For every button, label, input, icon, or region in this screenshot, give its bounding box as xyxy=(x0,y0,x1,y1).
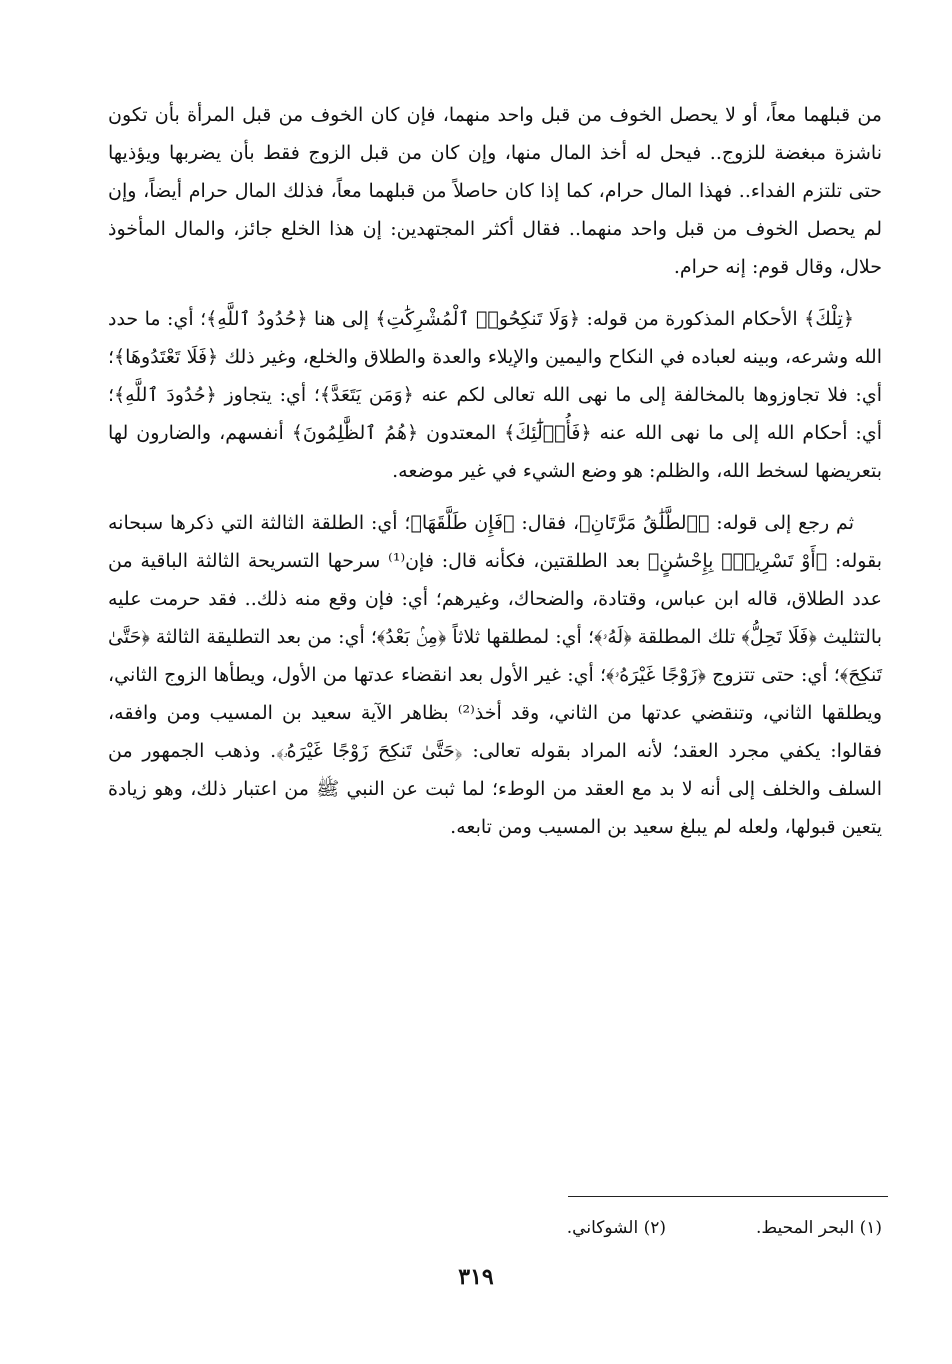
footnote-divider xyxy=(568,1196,888,1197)
paragraph-khul: من قبلهما معاً، أو لا يحصل الخوف من قبل واحد منهما، فإن كان الخوف من قبل المرأة بأن تكون ناشزة مبغضة للزوج.. فيحل له أخذ المال منها، وإن كان من قبل الزوج فقط بأن يضربها ويؤذيها حتى تلتزم الفداء.. فهذا المال حرام، كما إذا كان حاصلاً من قبلهما معاً، فذلك المال حرام أيضاً، وإن لم يحصل الخوف من قبل واحد منهما.. فقال أكثر المجتهدين: إن هذا الخلع جائز، والمال المأخوذ حلال، وقال قوم: إنه حرام. xyxy=(108,104,882,278)
paragraph-talaq: ثم رجع إلى قوله: ﴿ٱلطَّلَٰقُ مَرَّتَانِ﴾، فقال: ﴿فَإِن طَلَّقَهَا﴾؛ أي: الطلقة الثالثة التي ذكرها سبحانه بقوله: ﴿أَوْ تَسْرِيحٌۢ بِإِحْسَٰنٍ﴾ بعد الطلقتين، فكأنه قال: فإن⁽¹⁾ سرحها التسريحة الثالثة الباقية من عدد الطلاق، قاله ابن عباس، وقتادة، والضحاك، وغيرهم؛ أي: فإن وقع منه ذلك.. فقد حرمت عليه بالتثليث ﴿فَلَا تَحِلُّ﴾ تلك المطلقة ﴿لَهُۥ﴾؛ أي: لمطلقها ثلاثاً ﴿مِنۢ بَعْدُ﴾؛ أي: من بعد التطليقة الثالثة ﴿حَتَّىٰ تَنكِحَ﴾؛ أي: حتى تتزوج ﴿زَوْجًا غَيْرَهُۥ﴾؛ أي: غير الأول بعد انقضاء عدتها من الأول، ويطأها الزوج الثاني، ويطلقها الثاني، وتنقضي عدتها من الثاني، وقد أخذ⁽²⁾ بظاهر الآية سعيد بن المسيب ومن وافقه، فقالوا: يكفي مجرد العقد؛ لأنه المراد بقوله تعالى: ﴿حَتَّىٰ تَنكِحَ زَوْجًا غَيْرَهُۥ﴾. وذهب الجمهور من السلف والخلف إلى أنه لا بد مع العقد من الوطء؛ لما ثبت عن النبي ﷺ من اعتبار ذلك، وهو زيادة يتعين قبولها، ولعله لم يبلغ سعيد بن المسيب ومن تابعه. xyxy=(108,512,882,838)
footnote-2: (٢) الشوكاني. xyxy=(566,1218,667,1238)
main-text xyxy=(108,96,882,846)
page-number: ٣١٩ xyxy=(458,1264,494,1290)
paragraph-hudud: ﴿تِلْكَ﴾ الأحكام المذكورة من قوله: ﴿وَلَا تَنكِحُوا۟ ٱلْمُشْرِكَٰتِ﴾ إلى هنا ﴿حُدُودُ ٱللَّهِ﴾؛ أي: ما حدد الله وشرعه، وبينه لعباده في النكاح واليمين والإيلاء والعدة والطلاق والخلع، وغير ذلك ﴿فَلَا تَعْتَدُوهَا﴾؛ أي: فلا تجاوزوها بالمخالفة إلى ما نهى الله تعالى لكم عنه ﴿وَمَن يَتَعَدَّ﴾؛ أي: يتجاوز ﴿حُدُودَ ٱللَّهِ﴾؛ أي: أحكام الله إلى ما نهى الله عنه ﴿فَأُو۟لَٰٓئِكَ﴾ المعتدون ﴿هُمُ ٱلظَّٰلِمُونَ﴾ أنفسهم، والضارون لها بتعريضها لسخط الله، والظلم: هو وضع الشيء في غير موضعه. xyxy=(108,308,882,482)
footnote-1: (١) البحر المحيط. xyxy=(756,1218,882,1238)
footnotes xyxy=(567,1214,882,1242)
